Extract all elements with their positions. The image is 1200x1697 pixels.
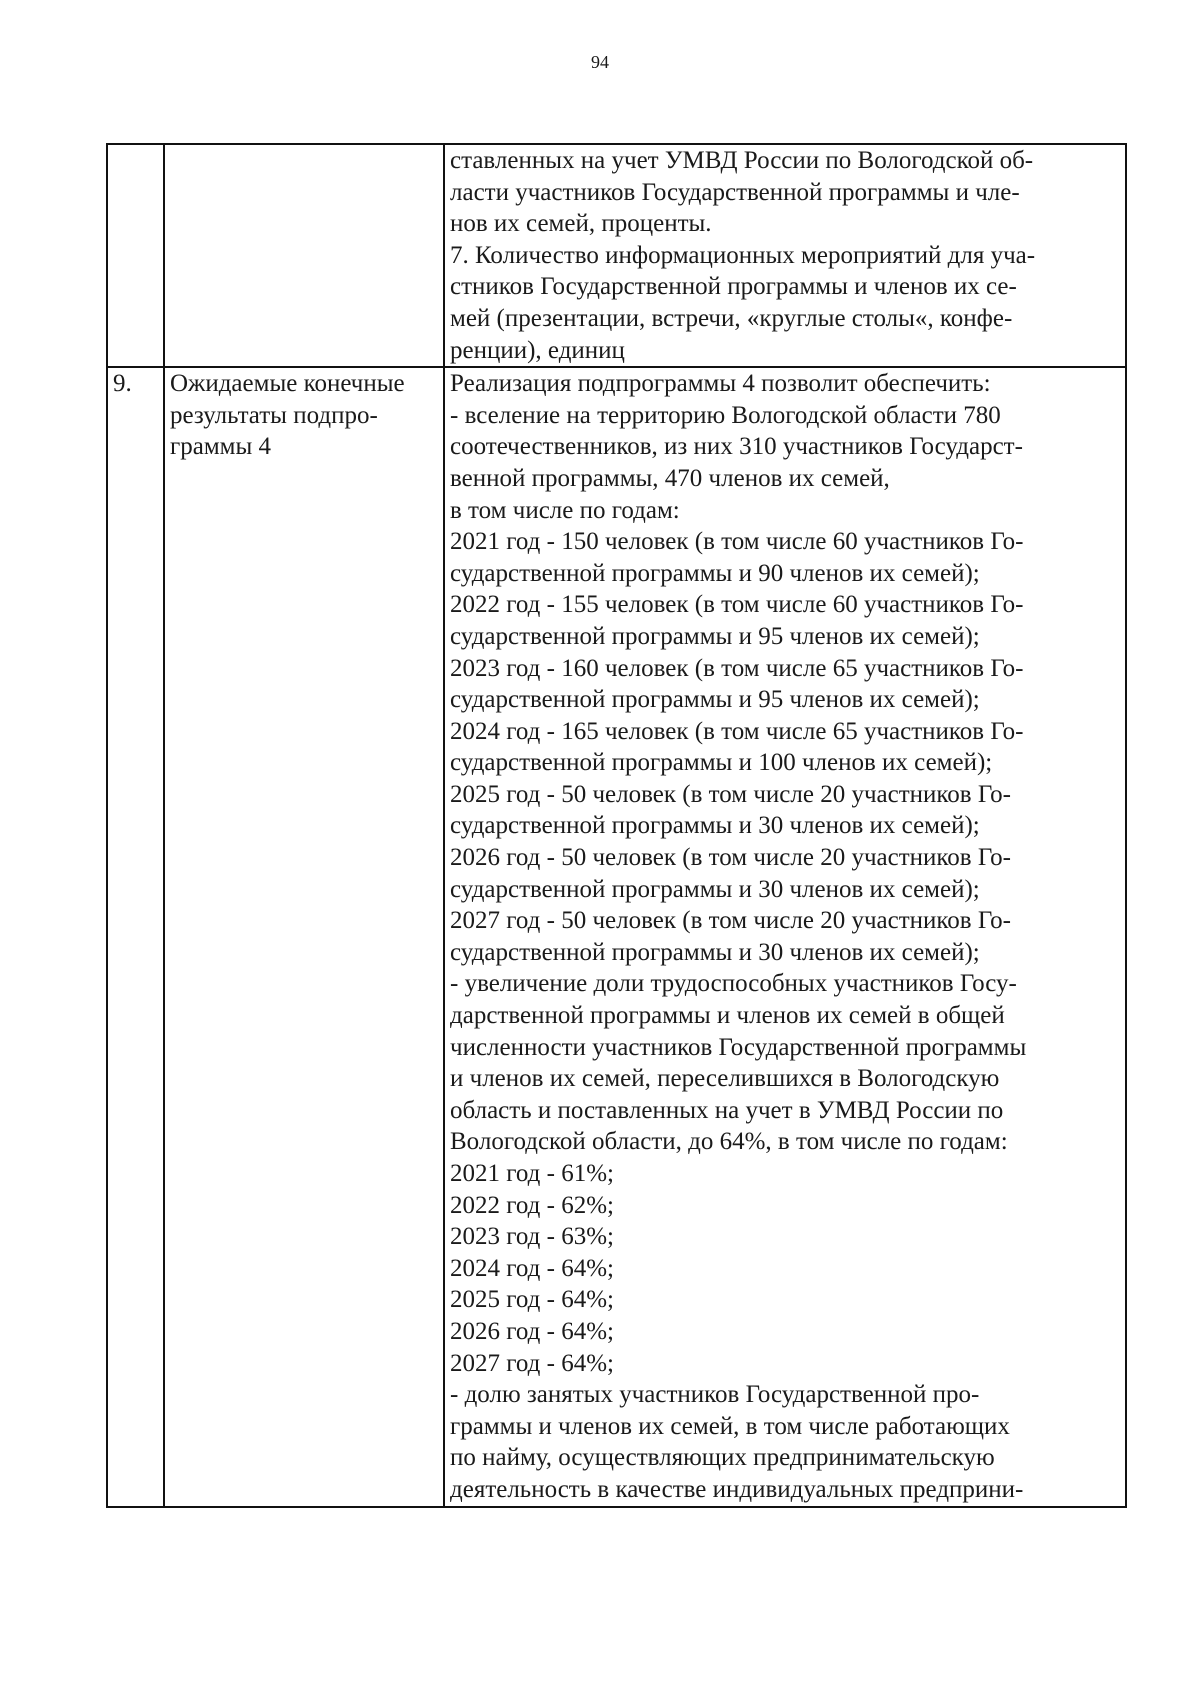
content-line: 2025 год - 64%; — [450, 1286, 614, 1314]
content-line: сударственной программы и 95 членов их семей); — [450, 622, 980, 650]
content-line: - вселение на территорию Вологодской области 780 — [450, 401, 1001, 429]
content-line: в том числе по годам: — [450, 496, 680, 524]
table-row — [107, 144, 1126, 367]
content-line: 2022 год - 62%; — [450, 1191, 614, 1219]
content-line: венной программы, 470 членов их семей, — [450, 464, 890, 492]
page-number: 94 — [591, 52, 609, 72]
content-line: граммы и членов их семей, в том числе работающих — [450, 1412, 1010, 1440]
content-line: по найму, осуществляющих предпринимательскую — [450, 1444, 995, 1472]
content-line: область и поставленных на учет в УМВД России по — [450, 1096, 1004, 1124]
content-line: 7. Количество информационных мероприятий для уча- — [450, 241, 1036, 269]
content-line: 2025 год - 50 человек (в том числе 20 участников Го- — [450, 780, 1011, 808]
title-line: Ожидаемые конечные — [170, 370, 405, 398]
program-table — [106, 143, 1127, 1508]
content-line: - увеличение доли трудоспособных участников Госу- — [450, 970, 1017, 998]
table-body — [107, 144, 1126, 1507]
content-line: мей (презентации, встречи, «круглые столы«, конфе- — [450, 304, 1013, 332]
content-line: 2026 год - 64%; — [450, 1317, 614, 1345]
content-line: сударственной программы и 95 членов их семей); — [450, 686, 980, 714]
content-line: Вологодской области, до 64%, в том числе по годам: — [450, 1128, 1008, 1156]
content-line: сударственной программы и 100 членов их семей); — [450, 749, 993, 777]
row-content-cell — [444, 367, 1126, 1506]
content-line: 2021 год - 61%; — [450, 1160, 614, 1187]
title-line: граммы 4 — [170, 433, 272, 461]
content-line: деятельность в качестве индивидуальных предприни- — [450, 1475, 1024, 1503]
content-line: 2023 год - 63%; — [450, 1223, 614, 1251]
content-line: 2027 год - 64%; — [450, 1349, 614, 1377]
content-line: стников Государственной программы и членов их се- — [450, 273, 1017, 301]
content-line: и членов их семей, переселившихся в Вологодскую — [450, 1065, 1000, 1093]
content-line: дарственной программы и членов их семей в общей — [450, 1002, 1005, 1030]
content-line: соотечественников, из них 310 участников Государст- — [450, 433, 1023, 461]
content-line: ренции), единиц — [450, 336, 625, 364]
content-line: ставленных на учет УМВД России по Вологодской об- — [450, 147, 1034, 174]
content-line: 2022 год - 155 человек (в том числе 60 участников Го- — [450, 591, 1024, 619]
content-line: сударственной программы и 30 членов их семей); — [450, 875, 980, 903]
content-line: сударственной программы и 90 членов их семей); — [450, 559, 980, 587]
row-number-cell: 9. — [107, 367, 164, 1506]
content-line: 2027 год - 50 человек (в том числе 20 участников Го- — [450, 907, 1011, 935]
content-line: - долю занятых участников Государственной про- — [450, 1381, 980, 1409]
content-line: Реализация подпрограммы 4 позволит обеспечить: — [450, 370, 991, 398]
content-line: 2024 год - 64%; — [450, 1254, 614, 1282]
row-title-cell — [164, 367, 444, 1506]
content-line: ласти участников Государственной программы и чле- — [450, 178, 1020, 206]
content-line: сударственной программы и 30 членов их семей); — [450, 938, 980, 966]
content-line: нов их семей, проценты. — [450, 210, 712, 238]
row-content-cell — [444, 144, 1126, 367]
content-line: сударственной программы и 30 членов их семей); — [450, 812, 980, 840]
content-line: 2024 год - 165 человек (в том числе 65 участников Го- — [450, 717, 1024, 745]
title-line: результаты подпро- — [170, 401, 378, 429]
content-line: 2023 год - 160 человек (в том числе 65 участников Го- — [450, 654, 1024, 682]
content-line: 2026 год - 50 человек (в том числе 20 участников Го- — [450, 844, 1011, 872]
row-title-cell — [164, 144, 444, 367]
content-line: численности участников Государственной программы — [450, 1033, 1027, 1061]
content-line: 2021 год - 150 человек (в том числе 60 участников Го- — [450, 528, 1024, 556]
row-number-cell — [107, 144, 164, 367]
table-row — [107, 367, 1126, 1506]
